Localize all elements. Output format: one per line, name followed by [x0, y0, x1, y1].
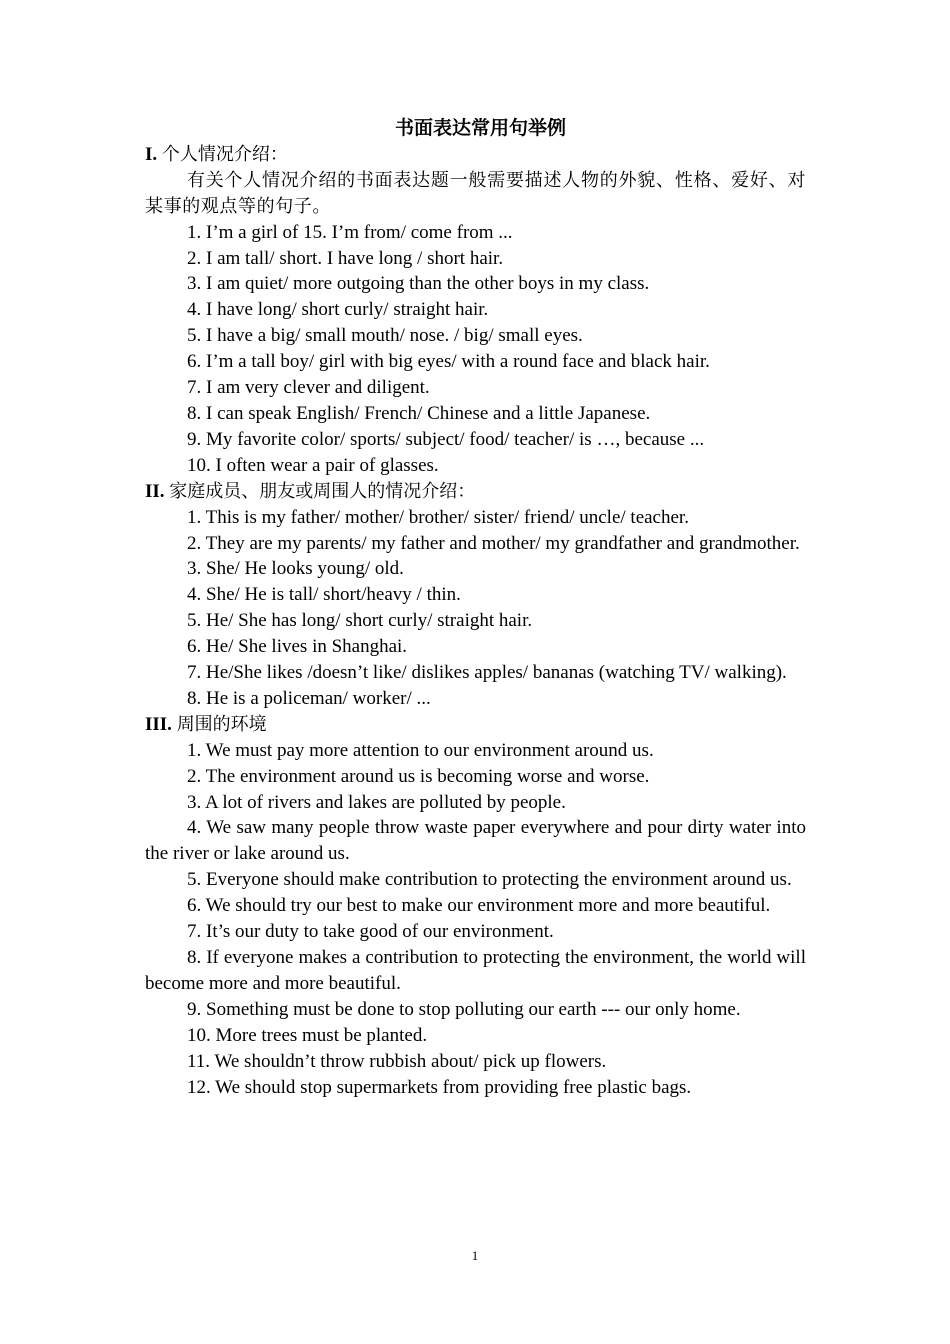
list-item: 8. If everyone makes a contribution to protecting the environment, the world will become more and more beautiful. — [145, 947, 806, 994]
list-item: 9. Something must be done to stop polluting our earth --- our only home. — [187, 998, 741, 1020]
list-item: 8. I can speak English/ French/ Chinese and a little Japanese. — [187, 402, 651, 424]
section-intro: 有关个人情况介绍的书面表达题一般需要描述人物的外貌、性格、爱好、对某事的观点等的句子。 — [145, 169, 806, 217]
list-item: 6. We should try our best to make our environment more and more beautiful. — [187, 895, 771, 917]
list-item: 8. He is a policeman/ worker/ ... — [187, 687, 431, 709]
list-item: 5. He/ She has long/ short curly/ straight hair. — [187, 610, 533, 632]
list-item: 2. I am tall/ short. I have long / short hair. — [187, 247, 504, 269]
page-number: 1 — [471, 1248, 479, 1263]
list-item: 1. I’m a girl of 15. I’m from/ come from ... — [187, 221, 513, 243]
list-item: 6. He/ She lives in Shanghai. — [187, 636, 408, 658]
list-item: 1. This is my father/ mother/ brother/ sister/ friend/ uncle/ teacher. — [187, 506, 689, 528]
list-item: 2. They are my parents/ my father and mother/ my grandfather and grandmother. — [187, 532, 800, 554]
section-heading-1 — [145, 142, 806, 168]
section-heading-2 — [145, 479, 806, 505]
section-title: 周围的环境 — [176, 713, 267, 735]
list-item: 7. He/She likes /doesn’t like/ dislikes apples/ bananas (watching TV/ walking). — [187, 662, 787, 684]
section-heading-3 — [145, 712, 806, 738]
section-number: I. — [145, 143, 158, 165]
list-item: 2. The environment around us is becoming worse and worse. — [187, 765, 650, 787]
list-item: 1. We must pay more attention to our environment around us. — [187, 739, 654, 761]
section-number: III. — [145, 713, 172, 735]
list-item: 7. I am very clever and diligent. — [187, 377, 430, 399]
section-title: 家庭成员、朋友或周围人的情况介绍： — [169, 480, 476, 502]
section-title: 个人情况介绍： — [161, 143, 288, 165]
list-item: 5. I have a big/ small mouth/ nose. / big/ small eyes. — [187, 325, 583, 347]
list-item: 4. I have long/ short curly/ straight hair. — [187, 299, 489, 321]
list-item: 12. We should stop supermarkets from providing free plastic bags. — [187, 1076, 692, 1098]
document-body — [145, 116, 806, 1100]
section-number: II. — [145, 480, 165, 502]
list-item: 10. More trees must be planted. — [187, 1024, 428, 1046]
page-title: 书面表达常用句举例 — [394, 117, 566, 139]
list-item: 9. My favorite color/ sports/ subject/ food/ teacher/ is …, because ... — [187, 428, 705, 450]
list-item: 3. She/ He looks young/ old. — [187, 558, 404, 580]
list-item: 3. I am quiet/ more outgoing than the other boys in my class. — [187, 273, 650, 295]
list-item: 4. She/ He is tall/ short/heavy / thin. — [187, 584, 461, 606]
list-item: 11. We shouldn’t throw rubbish about/ pick up flowers. — [187, 1050, 607, 1072]
list-item: 3. A lot of rivers and lakes are polluted by people. — [187, 791, 566, 813]
list-item: 4. We saw many people throw waste paper everywhere and pour dirty water into the river or lake around us. — [145, 817, 806, 865]
list-item: 7. It’s our duty to take good of our environment. — [187, 921, 554, 943]
list-item: 6. I’m a tall boy/ girl with big eyes/ with a round face and black hair. — [187, 351, 710, 373]
list-item: 5. Everyone should make contribution to protecting the environment around us. — [187, 869, 792, 891]
list-item: 10. I often wear a pair of glasses. — [187, 454, 439, 476]
